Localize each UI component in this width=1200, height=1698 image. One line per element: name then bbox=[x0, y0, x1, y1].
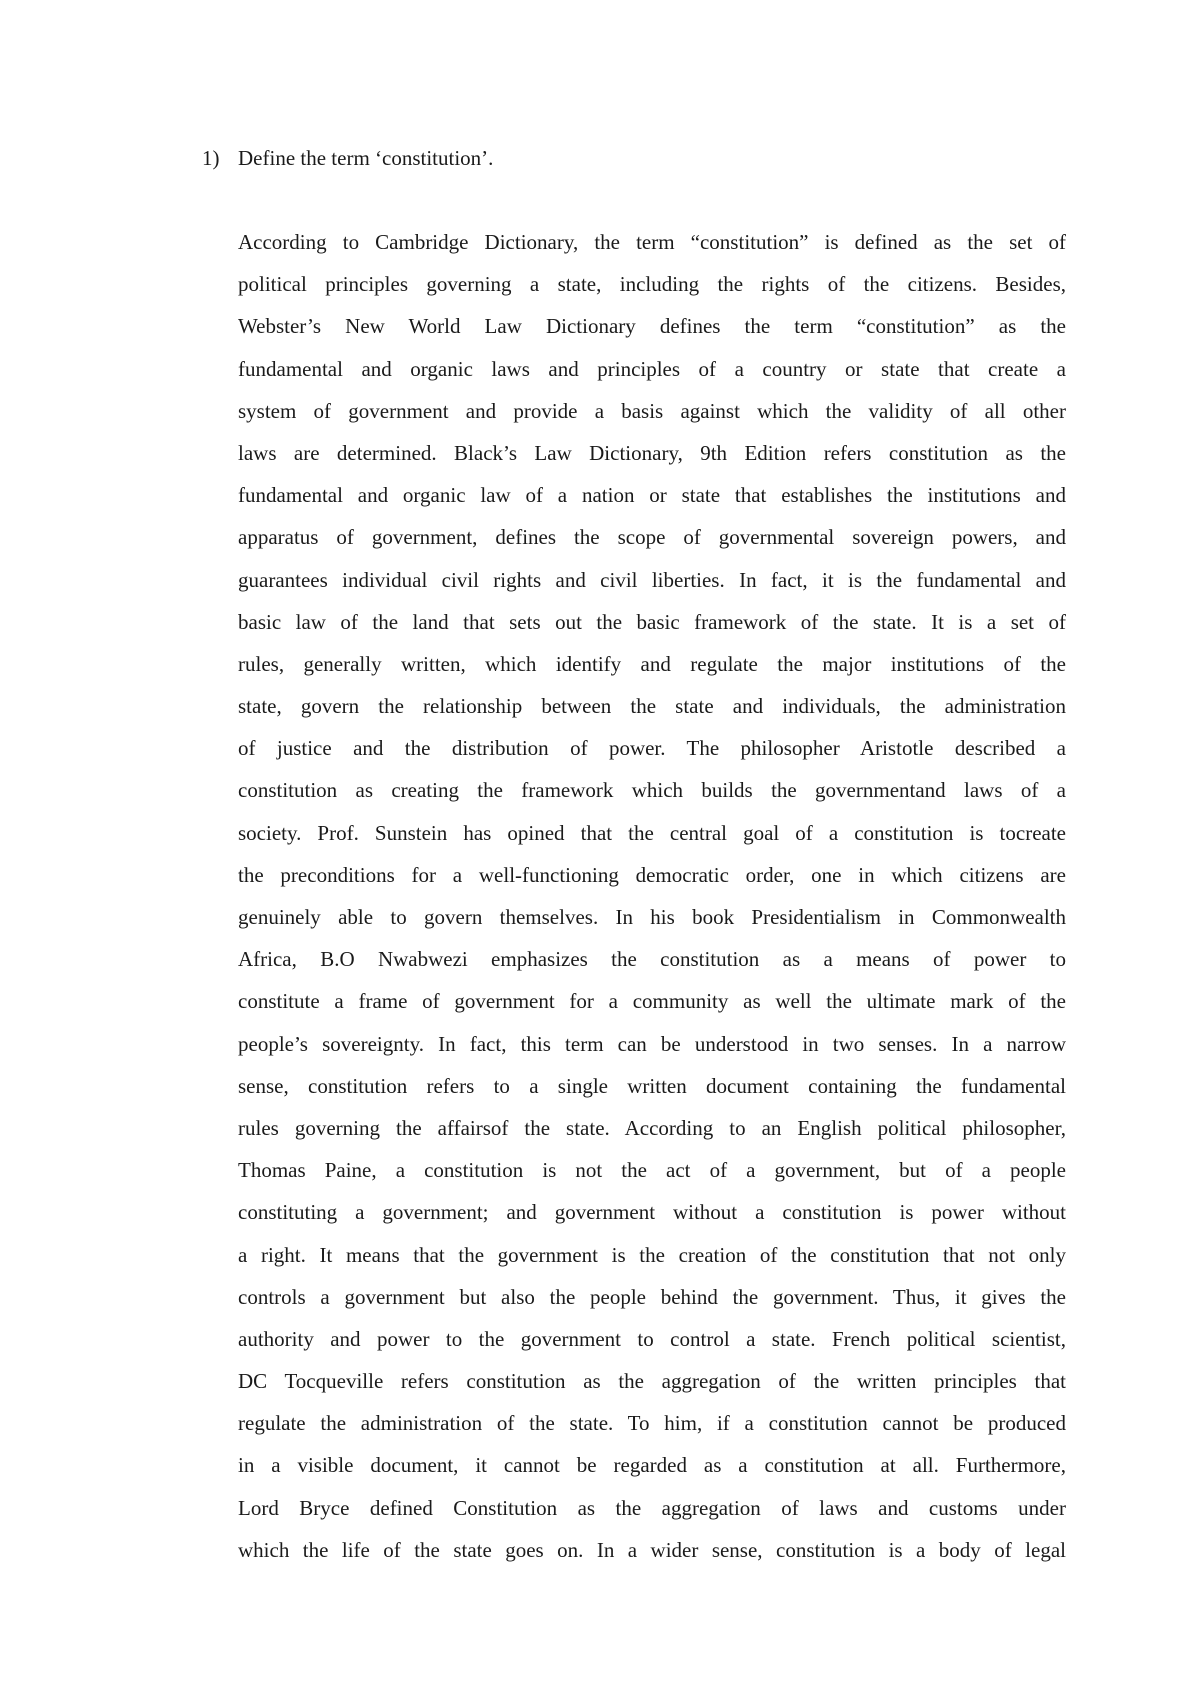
paragraph-line: rules governing the affairsof the state. According to an English political philosopher, bbox=[238, 1115, 1066, 1140]
paragraph-line: authority and power to the government to control a state. French political scientist, bbox=[238, 1326, 1066, 1351]
paragraph-line: According to Cambridge Dictionary, the term “constitution” is defined as the set of bbox=[238, 230, 1066, 254]
paragraph-line: sense, constitution refers to a single written document containing the fundamental bbox=[238, 1073, 1066, 1098]
paragraph-line: system of government and provide a basis against which the validity of all other bbox=[238, 398, 1066, 423]
question-number: 1) bbox=[202, 146, 220, 170]
paragraph-line: guarantees individual civil rights and civil liberties. In fact, it is the fundamental and bbox=[238, 567, 1066, 592]
paragraph-line: laws are determined. Black’s Law Dictionary, 9th Edition refers constitution as the bbox=[238, 440, 1066, 465]
paragraph-line: of justice and the distribution of power. The philosopher Aristotle described a bbox=[238, 736, 1066, 761]
paragraph-line: in a visible document, it cannot be regarded as a constitution at all. Furthermore, bbox=[238, 1453, 1066, 1478]
paragraph-line: apparatus of government, defines the scope of governmental sovereign powers, and bbox=[238, 525, 1066, 550]
paragraph-line: society. Prof. Sunstein has opined that the central goal of a constitution is tocreate bbox=[238, 820, 1066, 845]
paragraph-line: constitute a frame of government for a community as well the ultimate mark of the bbox=[238, 989, 1066, 1014]
paragraph-line: a right. It means that the government is the creation of the constitution that not only bbox=[238, 1242, 1066, 1267]
paragraph-line: constituting a government; and government without a constitution is power without bbox=[238, 1200, 1066, 1225]
paragraph-line: Lord Bryce defined Constitution as the aggregation of laws and customs under bbox=[238, 1495, 1066, 1520]
paragraph-line: controls a government but also the people behind the government. Thus, it gives the bbox=[238, 1284, 1066, 1309]
paragraph-line: basic law of the land that sets out the basic framework of the state. It is a set of bbox=[238, 609, 1066, 634]
question-heading bbox=[202, 144, 493, 172]
paragraph-line: constitution as creating the framework which builds the governmentand laws of a bbox=[238, 778, 1066, 803]
paragraph-line: Thomas Paine, a constitution is not the act of a government, but of a people bbox=[238, 1158, 1066, 1183]
paragraph-line: political principles governing a state, including the rights of the citizens. Besides, bbox=[238, 272, 1066, 297]
paragraph-line: DC Tocqueville refers constitution as the aggregation of the written principles that bbox=[238, 1369, 1066, 1394]
paragraph-line: which the life of the state goes on. In a wider sense, constitution is a body of legal bbox=[238, 1537, 1066, 1562]
paragraph-line: Webster’s New World Law Dictionary defines the term “constitution” as the bbox=[238, 314, 1066, 339]
paragraph-line: people’s sovereignty. In fact, this term can be understood in two senses. In a narrow bbox=[238, 1031, 1066, 1056]
paragraph-line: rules, generally written, which identify and regulate the major institutions of the bbox=[238, 651, 1066, 676]
paragraph-line: state, govern the relationship between the state and individuals, the administration bbox=[238, 694, 1066, 719]
question-text: Define the term ‘constitution’. bbox=[238, 146, 494, 170]
paragraph-line: regulate the administration of the state. To him, if a constitution cannot be produced bbox=[238, 1411, 1066, 1436]
paragraph-line: genuinely able to govern themselves. In his book Presidentialism in Commonwealth bbox=[238, 905, 1066, 929]
paragraph-line: the preconditions for a well-functioning democratic order, one in which citizens are bbox=[238, 862, 1066, 887]
answer-paragraph bbox=[238, 228, 1066, 1578]
paragraph-line: fundamental and organic law of a nation or state that establishes the institutions and bbox=[238, 483, 1066, 508]
paragraph-line: Africa, B.O Nwabwezi emphasizes the constitution as a means of power to bbox=[238, 947, 1066, 972]
paragraph-line: fundamental and organic laws and principles of a country or state that create a bbox=[238, 356, 1066, 381]
